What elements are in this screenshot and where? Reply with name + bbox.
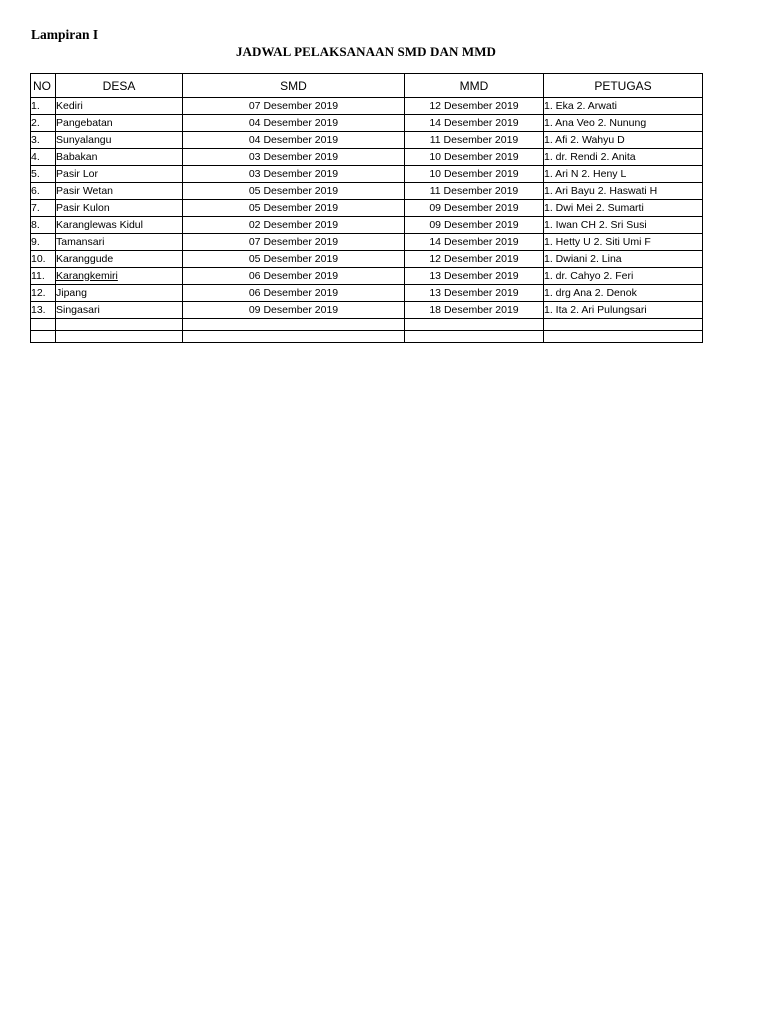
cell-no: 10. [31,251,56,268]
table-row [31,302,703,319]
table-row [31,285,703,302]
cell-petugas: 1. Afi 2. Wahyu D [544,132,703,149]
cell-mmd: 14 Desember 2019 [405,234,544,251]
cell-no: 5. [31,166,56,183]
cell-mmd: 13 Desember 2019 [405,285,544,302]
cell-mmd: 14 Desember 2019 [405,115,544,132]
table-row [31,166,703,183]
header-mmd: MMD [405,74,544,98]
cell-smd: 05 Desember 2019 [183,200,405,217]
cell-smd: 02 Desember 2019 [183,217,405,234]
cell-no: 12. [31,285,56,302]
cell-no: 7. [31,200,56,217]
cell-mmd: 10 Desember 2019 [405,166,544,183]
empty-cell [31,319,56,331]
empty-row [31,319,703,331]
cell-no: 2. [31,115,56,132]
cell-petugas: 1. drg Ana 2. Denok [544,285,703,302]
cell-smd: 06 Desember 2019 [183,268,405,285]
header-petugas: PETUGAS [544,74,703,98]
cell-desa: Babakan [56,149,183,166]
cell-petugas: 1. dr. Rendi 2. Anita [544,149,703,166]
cell-no: 6. [31,183,56,200]
table-row [31,183,703,200]
empty-cell [544,319,703,331]
cell-mmd: 09 Desember 2019 [405,217,544,234]
cell-petugas: 1. Ari Bayu 2. Haswati H [544,183,703,200]
cell-desa: Tamansari [56,234,183,251]
cell-no: 1. [31,98,56,115]
cell-no: 13. [31,302,56,319]
cell-petugas: 1. Ari N 2. Heny L [544,166,703,183]
cell-mmd: 12 Desember 2019 [405,251,544,268]
cell-desa: Kediri [56,98,183,115]
cell-smd: 03 Desember 2019 [183,149,405,166]
cell-petugas: 1. Hetty U 2. Siti Umi F [544,234,703,251]
cell-smd: 04 Desember 2019 [183,132,405,149]
cell-smd: 07 Desember 2019 [183,98,405,115]
schedule-table [30,73,703,343]
cell-desa: Pangebatan [56,115,183,132]
cell-mmd: 11 Desember 2019 [405,183,544,200]
cell-desa: Pasir Lor [56,166,183,183]
cell-desa: Singasari [56,302,183,319]
cell-smd: 03 Desember 2019 [183,166,405,183]
cell-mmd: 11 Desember 2019 [405,132,544,149]
empty-cell [544,331,703,343]
empty-cell [56,319,183,331]
table-row [31,115,703,132]
cell-petugas: 1. Ita 2. Ari Pulungsari [544,302,703,319]
cell-mmd: 12 Desember 2019 [405,98,544,115]
table-row [31,132,703,149]
cell-no: 4. [31,149,56,166]
appendix-label: Lampiran I [31,27,99,42]
table-body [31,98,703,343]
table-row [31,268,703,285]
cell-petugas: 1. dr. Cahyo 2. Feri [544,268,703,285]
empty-cell [405,319,544,331]
table-header-row [31,74,703,98]
header-no: NO [31,74,56,98]
cell-smd: 07 Desember 2019 [183,234,405,251]
cell-desa: Pasir Wetan [56,183,183,200]
cell-petugas: 1. Ana Veo 2. Nunung [544,115,703,132]
empty-cell [183,331,405,343]
empty-row [31,331,703,343]
header-smd: SMD [183,74,405,98]
cell-petugas: 1. Dwiani 2. Lina [544,251,703,268]
cell-desa: Pasir Kulon [56,200,183,217]
cell-smd: 06 Desember 2019 [183,285,405,302]
cell-desa: Karanglewas Kidul [56,217,183,234]
table-row [31,149,703,166]
table-row [31,98,703,115]
empty-cell [183,319,405,331]
cell-no: 3. [31,132,56,149]
empty-cell [56,331,183,343]
header-desa: DESA [56,74,183,98]
cell-mmd: 13 Desember 2019 [405,268,544,285]
cell-smd: 05 Desember 2019 [183,183,405,200]
cell-petugas: 1. Iwan CH 2. Sri Susi [544,217,703,234]
cell-mmd: 18 Desember 2019 [405,302,544,319]
cell-smd: 09 Desember 2019 [183,302,405,319]
cell-smd: 05 Desember 2019 [183,251,405,268]
cell-smd: 04 Desember 2019 [183,115,405,132]
empty-cell [31,331,56,343]
cell-no: 9. [31,234,56,251]
cell-petugas: 1. Eka 2. Arwati [544,98,703,115]
table-row [31,234,703,251]
cell-desa: Karanggude [56,251,183,268]
cell-no: 11. [31,268,56,285]
cell-desa: Jipang [56,285,183,302]
document-title: JADWAL PELAKSANAAN SMD DAN MMD [235,44,497,59]
cell-no: 8. [31,217,56,234]
cell-desa: Sunyalangu [56,132,183,149]
cell-petugas: 1. Dwi Mei 2. Sumarti [544,200,703,217]
empty-cell [405,331,544,343]
table-row [31,251,703,268]
cell-mmd: 09 Desember 2019 [405,200,544,217]
table-row [31,217,703,234]
cell-mmd: 10 Desember 2019 [405,149,544,166]
cell-desa: Karangkemiri [56,268,183,285]
table-row [31,200,703,217]
